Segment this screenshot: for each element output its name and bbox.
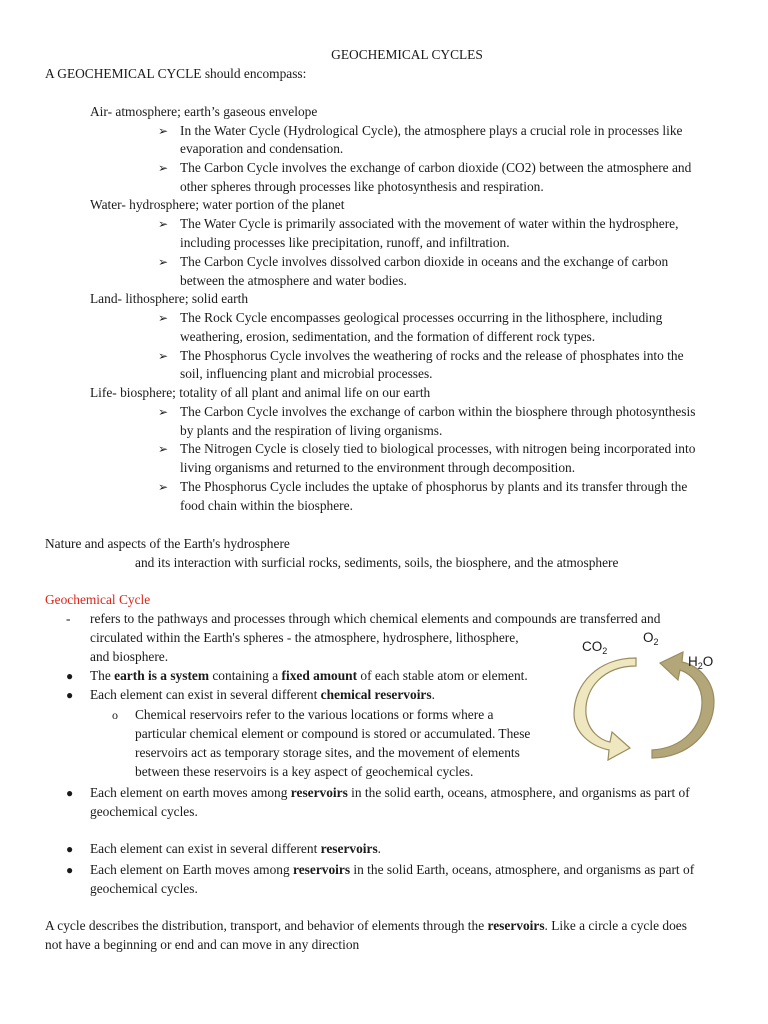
bullet-line: between the atmosphere and water bodies. xyxy=(180,273,407,288)
hollow-bullet-icon: o xyxy=(112,708,118,722)
sub-bullet-line: between these reservoirs is a key aspect of geochemical cycles. xyxy=(135,764,474,779)
round-bullet-icon: ● xyxy=(66,669,74,683)
arrow-bullet-icon: ➢ xyxy=(158,480,169,494)
bullet-line: other spheres through processes like photosynthesis and respiration. xyxy=(180,179,544,194)
intro-text: A GEOCHEMICAL CYCLE should encompass: xyxy=(45,66,307,81)
bullet-line: The Carbon Cycle involves the exchange of carbon within the biosphere through photosynthesis xyxy=(180,404,696,419)
bullet-line: The Carbon Cycle involves the exchange of carbon dioxide (CO2) between the atmosphere and xyxy=(180,160,692,175)
section-life-heading: Life- biosphere; totality of all plant and animal life on our earth xyxy=(90,385,431,400)
cycle-arrow-left xyxy=(574,658,636,760)
bullet-chemical-reservoirs: Each element can exist in several different chemical reservoirs. xyxy=(90,687,435,702)
bullet-line: The Phosphorus Cycle involves the weathering of rocks and the release of phosphates into the xyxy=(180,348,684,363)
closing-paragraph: A cycle describes the distribution, transport, and behavior of elements through the reservoirs. Like a circle a cycle does xyxy=(45,918,687,933)
bullet-line: The Nitrogen Cycle is closely tied to biological processes, with nitrogen being incorporated into xyxy=(180,441,696,456)
bullet-line: The Carbon Cycle involves dissolved carbon dioxide in oceans and the exchange of carbon xyxy=(180,254,669,269)
geochemical-cycle-heading: Geochemical Cycle xyxy=(45,592,151,607)
nature-subline: and its interaction with surficial rocks, sediments, soils, the biosphere, and the atmosphere xyxy=(135,555,619,570)
bullet-line: food chain within the biosphere. xyxy=(180,498,353,513)
bullet-line: including processes like precipitation, runoff, and infiltration. xyxy=(180,235,510,250)
bullet-line: The Rock Cycle encompasses geological processes occurring in the lithosphere, including xyxy=(180,310,663,325)
round-bullet-icon: ● xyxy=(66,786,74,800)
dash-line: refers to the pathways and processes through which chemical elements and compounds are transferred and xyxy=(90,611,661,626)
round-bullet-icon: ● xyxy=(66,688,74,702)
bullet-moves-among: Each element on earth moves among reservoirs in the solid earth, oceans, atmosphere, and organisms as part of xyxy=(90,785,690,800)
bullet-line: by plants and the respiration of living organisms. xyxy=(180,423,443,438)
bullet-line: In the Water Cycle (Hydrological Cycle), the atmosphere plays a crucial role in processes like xyxy=(180,123,683,138)
sub-bullet-line: reservoirs act as temporary storage sites, and the movement of elements xyxy=(135,745,520,760)
bullet-line: The Phosphorus Cycle includes the uptake of phosphorus by plants and its transfer through the xyxy=(180,479,688,494)
section-air-heading: Air- atmosphere; earth’s gaseous envelope xyxy=(90,104,318,119)
arrow-bullet-icon: ➢ xyxy=(158,311,169,325)
round-bullet-icon: ● xyxy=(66,842,74,856)
section-land-heading: Land- lithosphere; solid earth xyxy=(90,291,249,306)
arrow-bullet-icon: ➢ xyxy=(158,124,169,138)
cycle-diagram xyxy=(566,626,722,764)
arrow-bullet-icon: ➢ xyxy=(158,161,169,175)
section-water-heading: Water- hydrosphere; water portion of the planet xyxy=(90,197,345,212)
arrow-bullet-icon: ➢ xyxy=(158,405,169,419)
bullet-line: The Water Cycle is primarily associated with the movement of water within the hydrosphere, xyxy=(180,216,679,231)
nature-heading: Nature and aspects of the Earth's hydrosphere xyxy=(45,536,290,551)
bullet-line: weathering, erosion, sedimentation, and the formation of different rock types. xyxy=(180,329,596,344)
closing-line: not have a beginning or end and can move in any direction xyxy=(45,937,360,952)
dash-line: circulated within the Earth's spheres - the atmosphere, hydrosphere, lithosphere, xyxy=(90,630,519,645)
bullet-line: evaporation and condensation. xyxy=(180,141,344,156)
bullet-line: soil, influencing plant and microbial processes. xyxy=(180,366,433,381)
arrow-bullet-icon: ➢ xyxy=(158,217,169,231)
bullet-system: The earth is a system containing a fixed amount of each stable atom or element. xyxy=(90,668,528,683)
bullet-reservoirs: Each element can exist in several different reservoirs. xyxy=(90,841,382,856)
sub-bullet-line: Chemical reservoirs refer to the various locations or forms where a xyxy=(135,707,494,722)
arrow-bullet-icon: ➢ xyxy=(158,442,169,456)
o2-label: $O_2$ xyxy=(643,630,659,647)
bullet-line: geochemical cycles. xyxy=(90,804,198,819)
bullet-line: living organisms and returned to the environment through decomposition. xyxy=(180,460,576,475)
bullet-line: geochemical cycles. xyxy=(90,881,198,896)
h2o-label: $H_2O$ xyxy=(688,654,714,671)
sub-bullet-line: particular chemical element or compound is stored or accumulated. These xyxy=(135,726,531,741)
dash-bullet: - xyxy=(66,611,71,626)
page-title: GEOCHEMICAL CYCLES xyxy=(331,47,483,62)
round-bullet-icon: ● xyxy=(66,863,74,877)
dash-line: and biosphere. xyxy=(90,649,169,664)
co2-label: $CO_2$ xyxy=(582,639,608,656)
bullet-moves-among-earth: Each element on Earth moves among reservoirs in the solid Earth, oceans, atmosphere, and organisms as part of xyxy=(90,862,695,877)
arrow-bullet-icon: ➢ xyxy=(158,349,169,363)
arrow-bullet-icon: ➢ xyxy=(158,255,169,269)
